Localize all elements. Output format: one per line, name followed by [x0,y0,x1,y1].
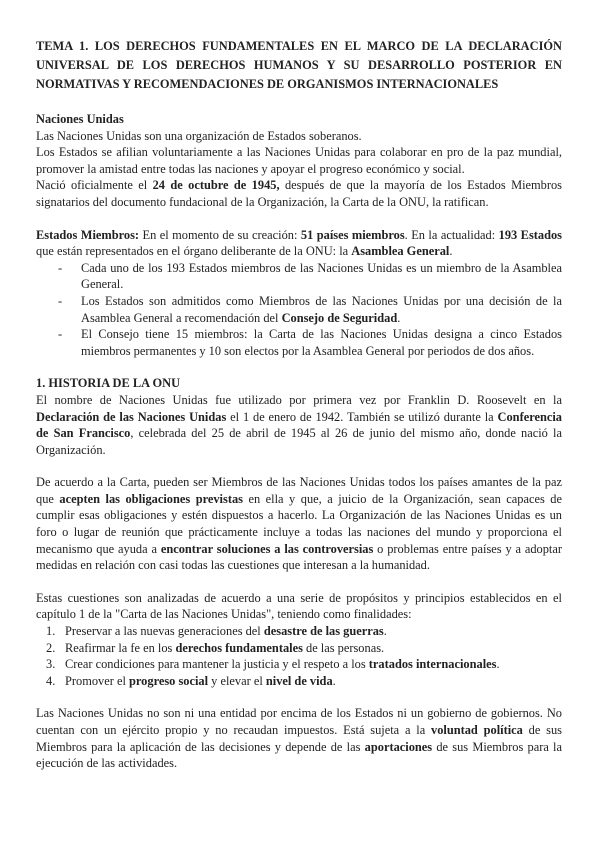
text: De acuerdo a la Carta, pueden ser Miembros de las Naciones Unidas todos los países amantes de la paz que [36,475,562,506]
text: . [449,244,453,259]
paragraph [36,474,562,574]
text: de sus Miembros para la aplicación de las decisiones y depende de las [36,723,563,754]
bold-text: nivel de vida [265,673,333,688]
text: o problemas entre países y a adoptar medidas en relación con casi todas las cuestiones que interesan a la humanidad. [36,541,562,573]
text: El nombre de Naciones Unidas fue utilizado por primera vez por Franklin D. Roosevelt en la [36,392,562,407]
bold-text: 24 de octubre de 1945, [152,178,280,193]
paragraph: Las Naciones Unidas son una organización de Estados soberanos. [36,128,362,143]
text: Crear condiciones para mantener la justicia y el respeto a los [65,657,369,672]
section-historia-onu [36,375,562,771]
text: que están representados en el órgano deliberante de la ONU: la [36,244,352,259]
list-number: 2. [46,640,56,655]
section-heading: Naciones Unidas [36,112,124,126]
text: el 1 de enero de 1942. También se utilizó durante la [226,409,498,424]
bold-text: Declaración de las Naciones Unidas [36,409,227,424]
document-title: TEMA 1. LOS DERECHOS FUNDAMENTALES EN EL MARCO DE LA DECLARACIÓN UNIVERSAL DE LOS DERECHOS HUMANOS Y SU DESARROLLO POSTERIOR EN NORMATIVAS Y RECOMENDACIONES DE ORGANISMOS INTERNACIONALES [36,39,562,91]
list-item [46,656,562,673]
text: . [496,657,500,672]
bold-text: Asamblea General [351,244,450,259]
text: de las personas. [302,640,385,655]
text: Las Naciones Unidas no son ni una entidad por encima de los Estados ni un gobierno de gobiernos. No cuentan con un ejército propio y no recaudan impuestos. Está sujeta a la [36,706,562,737]
section-estados-miembros [36,227,562,360]
text: en ella y que, a juicio de la Organización, sean capaces de cumplir esas obligaciones y estén dispuestos a hacerlo. La Organización de las Naciones Unidas es un foro o lugar de reunión que prácticamente incluye a todas las naciones del mundo y proporciona el mecanismo que ayuda a [36,491,562,556]
list-item: - Cada uno de los 193 Estados miembros de las Naciones Unidas es un miembro de la Asamblea General. [81,260,562,293]
paragraph [36,705,562,771]
numbered-list [36,623,562,689]
bold-text: 51 países miembros [300,227,405,242]
text: Preservar a las nuevas generaciones del [65,624,264,639]
list-item [46,673,562,690]
text: y elevar el [208,673,266,688]
text: de sus Miembros para la ejecución de las actividades. [36,739,562,771]
paragraph: Los Estados se afilian voluntariamente a las Naciones Unidas para colaborar en pro de la paz mundial, promover la amistad entre todas las naciones y apoyar el progreso económico y social. [36,145,562,176]
section-naciones-unidas [36,111,562,211]
section-heading: 1. HISTORIA DE LA ONU [36,376,181,391]
bold-text: Consejo de Seguridad [281,310,398,325]
text: En el momento de su creación: [139,227,301,242]
bold-text: derechos fundamentales [175,640,303,655]
text: Nació oficialmente el [36,178,153,193]
bold-text: progreso social [129,673,209,688]
paragraph [36,227,562,260]
text: Los Estados son admitidos como Miembros de las Naciones Unidas por una decisión de la Asamblea General a recomendación del [81,293,562,325]
paragraph [36,392,562,458]
bold-text: desastre de las guerras [263,624,384,639]
dash-list [36,260,562,360]
list-number: 1. [46,624,56,639]
text: . [397,310,401,325]
bold-text: voluntad política [431,723,523,737]
text: . [332,673,336,688]
bold-text: tratados internacionales [368,657,497,672]
list-item: - El Consejo tiene 15 miembros: la Carta de las Naciones Unidas designa a cinco Estados miembros permanentes y 10 son electos por la Asamblea General por periodos de dos años. [81,326,562,359]
text: . [383,624,387,639]
text: . En la actualidad: [404,227,499,242]
bold-text: aportaciones [364,739,433,754]
paragraph [36,177,562,210]
bold-text: acepten las obligaciones previstas [59,491,243,506]
text: Promover el [65,673,130,688]
list-item [81,293,562,326]
list-item [46,623,562,640]
bold-text: encontrar soluciones a las controversias [160,541,374,556]
text: después de que la mayoría de los Estados Miembros signatarios del documento fundacional de la Organización, la Carta de la ONU, la ratifican. [36,178,563,209]
text: Reafirmar la fe en los [65,640,176,655]
list-number: 3. [46,657,56,672]
bold-text: Estados Miembros: [36,227,140,242]
text: , celebrada del 25 de abril de 1945 al 26 de junio del mismo año, donde nació la Organización. [36,426,562,457]
bold-text: 193 Estados [498,227,563,242]
bold-text: Conferencia de San Francisco [36,409,562,441]
list-number: 4. [46,673,56,688]
paragraph: Estas cuestiones son analizadas de acuerdo a una serie de propósitos y principios establecidos en el capítulo 1 de la "Carta de las Naciones Unidas", teniendo como finalidades: [36,590,562,622]
list-item [46,640,562,657]
